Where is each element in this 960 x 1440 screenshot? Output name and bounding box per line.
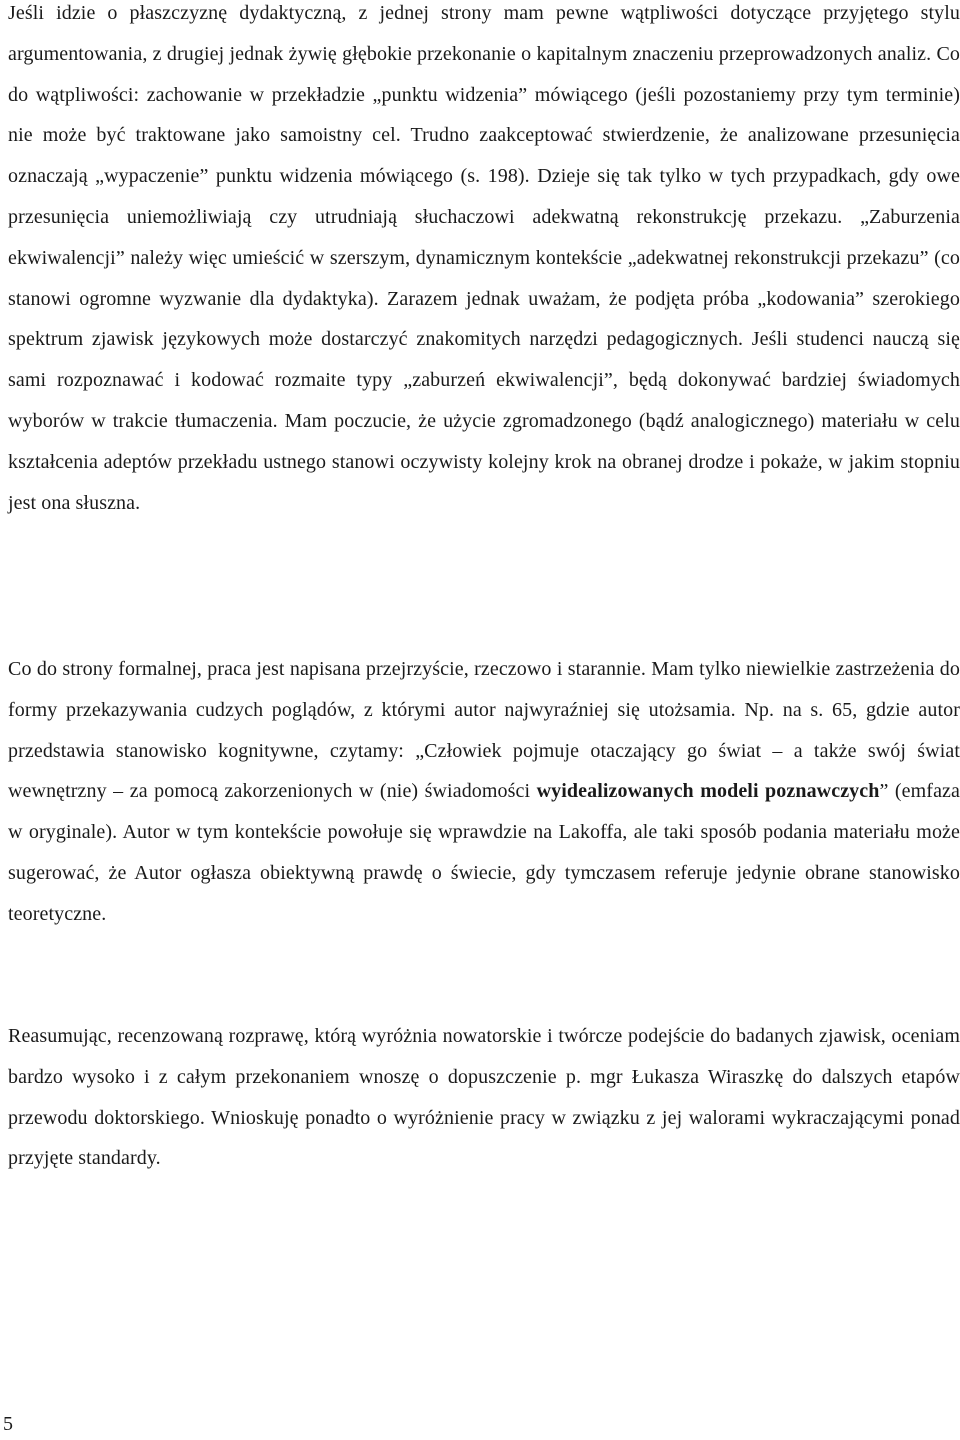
paragraph-text: Reasumując, recenzowaną rozprawę, którą wyróżnia nowatorskie i twórcze podejście do badanych zjawisk, oceniam bardzo wysoko i z całym przekonaniem wnoszę o dopuszczenie p. mgr Łukasza Wiraszkę do dalszych etapów przewodu doktorskiego. Wnioskuję ponadto o wyróżnienie pracy w związku z jej walorami wykraczającymi ponad przyjęte standardy. <box>8 1025 960 1170</box>
paragraph-text: Co do strony formalnej, praca jest napisana przejrzyście, rzeczowo i starannie. Mam tylko niewielkie zastrzeżenia do formy przekazywania cudzych poglądów, z którymi autor najwyraźniej się utożsamia. Np. na s. 65, gdzie autor przedstawia stanowisko kognitywne, czytamy: „Człowiek pojmuje otaczający go świat – a także swój świat wewnętrzny – za pomocą zakorzenionych w (nie) świadomości <box>8 658 960 803</box>
paragraph-text: Jeśli idzie o płaszczyznę dydaktyczną, z jednej strony mam pewne wątpliwości dotyczące przyjętego stylu argumentowania, z drugiej jednak żywię głębokie przekonanie o kapitalnym znaczeniu przeprowadzonych analiz. Co do wątpliwości: zachowanie w przekładzie „punktu widzenia” mówiącego (jeśli pozostaniemy przy tym terminie) nie może być traktowane jako samoistny cel. Trudno zaakceptować stwierdzenie, że analizowane przesunięcia oznaczają „wypaczenie” punktu widzenia mówiącego (s. 198). Dzieje się tak tylko w tych przypadkach, gdy owe przesunięcia uniemożliwiają czy utrudniają słuchaczowi adekwatną rekonstrukcję przekazu. „Zaburzenia ekwiwalencji” należy więc umieścić w szerszym, dynamicznym kontekście „adekwatnej rekonstrukcji przekazu” (co stanowi ogromne wyzwanie dla dydaktyka). Zarazem jednak uważam, że podjęta próba „kodowania” szerokiego spektrum zjawisk językowych może dostarczyć znakomitych narzędzi pedagogicznych. Jeśli studenci nauczą się sami rozpoznawać i kodować rozmaite typy „zaburzeń ekwiwalencji”, będą dokonywać bardziej świadomych wyborów w trakcie tłumaczenia. Mam poczucie, że użycie zgromadzonego (bądź analogicznego) materiału w celu kształcenia adeptów przekładu ustnego stanowi oczywisty kolejny krok na obranej drodze i pokaże, w jakim stopniu jest ona słuszna. <box>8 2 960 514</box>
paragraph-conclusion <box>8 1016 960 1179</box>
page-number: 5 <box>3 1413 13 1435</box>
paragraph-formal-assessment <box>8 649 960 935</box>
paragraph-text: ” (emfaza w oryginale). Autor w tym kontekście powołuje się wprawdzie na Lakoffa, ale taki sposób podania materiału może sugerować, że Autor ogłasza obiektywną prawdę o świecie, gdy tymczasem referuje jedynie obrane stanowisko teoretyczne. <box>8 780 960 925</box>
paragraph-didactic-assessment <box>8 0 960 523</box>
emphasized-text: wyidealizowanych modeli poznawczych <box>536 780 880 803</box>
